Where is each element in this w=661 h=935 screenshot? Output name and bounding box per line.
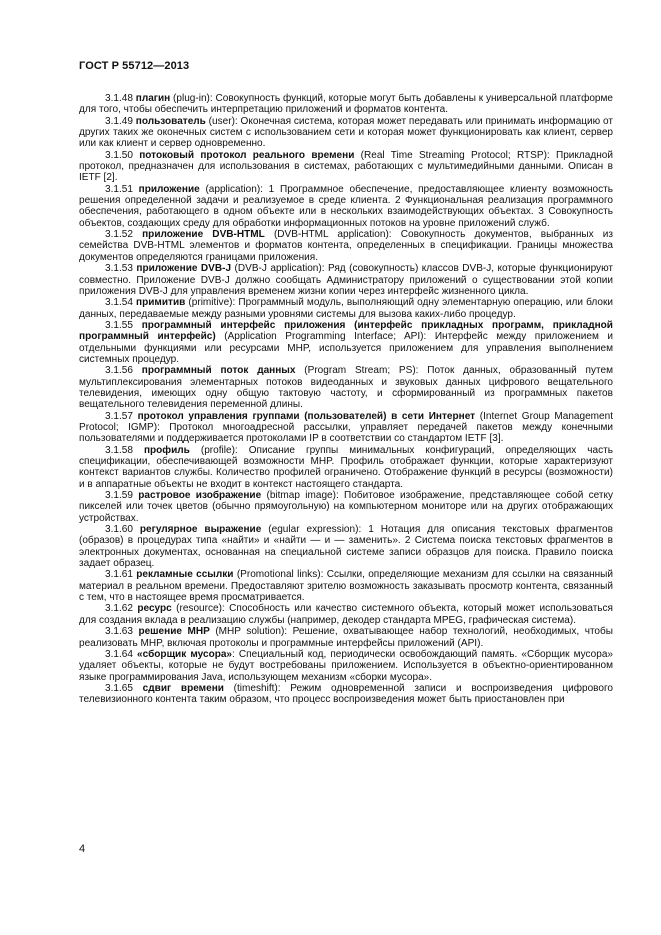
entry-text: (DVB-J application): Ряд (совокупность) классов DVB-J, которые функционируют совместно. Приложение DVB-J должно сообщать Администратору приложений о существовании этой копии приложения DVB-J для управления временем жизни копии через интерфейс жизненного цикла. [79, 263, 614, 297]
entry-number: 3.1.56 [105, 365, 133, 377]
entry-text: (resource): Способность или качество системного объекта, который может использоваться для создания вклада в реализацию службы (например, декодер стандарта MPEG, графическая система). [79, 603, 614, 626]
entry-term: приложение DVB-J [136, 263, 232, 275]
entry-term: примитив [136, 297, 186, 309]
entry-text: (Program Stream; PS): Поток данных, образованный путем мультиплексирования элементарных потоков видеоданных и звуковых данных цифрового вещательного телевидения, имеющих одну общую тактовую частоту, и сформированный из программных пакетов вещательного телевидения переменной длины. [79, 365, 614, 411]
entry-text: (Real Time Streaming Protocol; RTSP): Прикладной протокол, предназначен для использования в системах, работающих с мультимедийными данными. Описан в IETF [2]. [79, 149, 613, 184]
entry-term: программный интерфейс приложения (интерфейс прикладных программ, прикладной программный интерфейс) [79, 319, 613, 343]
definition-entry [79, 93, 613, 116]
entry-number: 3.1.62 [105, 603, 133, 615]
definition-entry [79, 683, 613, 706]
entry-number: 3.1.53 [105, 263, 133, 275]
definition-entry [79, 649, 613, 683]
entry-number: 3.1.61 [105, 569, 133, 581]
entry-term: сдвиг времени [142, 682, 224, 694]
entry-text: (DVB-HTML application): Совокупность документов, выбранных из семейства DVB-HTML элементов и форматов контента, определенных в спецификации. Границы множества документов определяются границами приложения. [79, 229, 614, 263]
page-number: 4 [79, 843, 86, 855]
definition-entry [79, 365, 613, 410]
entry-number: 3.1.55 [105, 319, 133, 331]
definition-entry [79, 490, 613, 524]
entry-text: (Application Programming Interface; API): Интерфейс между приложением и отдельными функциями или ресурсами MHP, используется приложением для управления выполнением системных процедур. [79, 331, 613, 365]
entry-text: (user): Оконечная система, которая может передавать или принимать информацию от других таких же оконечных систем с использованием сети и которая может функционировать как клиент, сервер или как клиент и сервер одновременно. [79, 115, 613, 150]
entry-term: ресурс [137, 603, 172, 615]
definition-entry [79, 229, 613, 263]
entry-text: (MHP solution): Решение, охватывающее набор технологий, необходимых, чтобы реализовать MHP, включая протоколы и программные интерфейсы приложений (API). [79, 626, 613, 649]
definition-entry [79, 626, 613, 649]
entry-number: 3.1.59 [105, 490, 133, 502]
definition-entry [79, 116, 613, 150]
definition-entry [79, 445, 613, 490]
entry-text: (profile): Описание группы минимальных конфигураций, определяющих часть спецификации, обеспечивающей возможности MHP. Профиль отображает функции, которые характеризуют контекст вариантов службы. Количество профилей ограничено. Отображение функций в ресурсы (возможности) и в аппаратные объекты не входит в контекст настоящего стандарта. [79, 444, 613, 490]
entry-number: 3.1.50 [105, 149, 133, 161]
entry-text: (bitmap image): Побитовое изображение, представляющее собой сетку пикселей или точек цветов (обычно прямоугольную) на компьютерном мониторе или на других отображающих устройствах. [79, 490, 613, 524]
entry-number: 3.1.65 [105, 682, 133, 694]
definition-entry [79, 603, 613, 626]
definitions-body [79, 93, 613, 706]
entry-number: 3.1.64 [105, 648, 133, 660]
entry-term: программный поток данных [141, 365, 296, 377]
entry-number: 3.1.57 [105, 410, 133, 422]
entry-number: 3.1.54 [105, 297, 133, 309]
entry-number: 3.1.48 [105, 93, 133, 104]
entry-number: 3.1.60 [105, 524, 133, 536]
definition-entry [79, 150, 613, 184]
entry-term: профиль [143, 444, 190, 456]
entry-term: рекламные ссылки [136, 569, 234, 581]
definition-entry [79, 524, 613, 569]
standard-header: ГОСТ Р 55712—2013 [79, 60, 190, 72]
definition-entry [79, 184, 613, 229]
entry-term: «сборщик мусора» [137, 648, 233, 660]
entry-text: (application): 1 Программное обеспечение, предоставляющее клиенту возможность решения определенной задачи и реализуемое в среде клиента. 2 Функциональная реализация программного обеспечения, работающего в одном объекте или в нескольких взаимодействующих объектах. 3 Совокупность объектов, создающих среду для обработки информационных потоков на уровне приложений служб. [79, 183, 614, 229]
entry-text: (Promotional links): Ссылки, определяющие механизм для ссылки на связанный материал в реальном времени. Предоставляют зрителю возможность заказывать просмотр контента, связанный с тем, что в настоящее время просматривается. [79, 569, 613, 604]
entry-number: 3.1.58 [105, 444, 133, 456]
definition-entry [79, 411, 613, 445]
entry-number: 3.1.49 [105, 115, 133, 127]
entry-number: 3.1.52 [105, 229, 133, 241]
entry-text: (plug-in): Совокупность функций, которые могут быть добавлены к универсальной платформе для того, чтобы обеспечить интерпретацию приложений и форматов контента. [79, 93, 614, 116]
entry-term: приложение DVB-HTML [142, 229, 265, 241]
entry-term: потоковый протокол реального времени [139, 149, 355, 161]
entry-term: пользователь [135, 115, 206, 127]
definition-entry [79, 569, 613, 603]
entry-text: (Internet Group Management Protocol; IGMP): Протокол многоадресной рассылки, управляет передачей пакетов между конечными пользователями и поддерживается протоколами IP в соответствии со стандартом IETF [3]. [79, 410, 614, 445]
entry-term: плагин [135, 93, 171, 104]
definition-entry [79, 297, 613, 320]
definition-entry [79, 320, 613, 365]
entry-number: 3.1.63 [105, 626, 133, 638]
definition-entry [79, 263, 613, 297]
entry-term: приложение [138, 183, 200, 195]
entry-term: решение MHP [138, 626, 210, 638]
entry-term: протокол управления группами (пользователей) в сети Интернет [137, 410, 476, 422]
entry-text: (timeshift): Режим одновременной записи и воспроизведения цифрового телевизионного контента таким образом, что процесс воспроизведения может быть приостановлен при [79, 682, 614, 706]
entry-term: растровое изображение [138, 490, 262, 502]
entry-text: : Специальный код, периодически освобождающий память. «Сборщик мусора» удаляет объекты, которые не будут востребованы приложением. Используется в объектно-ориентированном языке программирования Java, использующем механизм «сборки мусора». [79, 648, 613, 683]
entry-term: регулярное выражение [139, 524, 262, 536]
entry-text: (egular expression): 1 Нотация для описания текстовых фрагментов (образов) в процедурах типа «найти» и «найти — и — заменить». 2 Система поиска текстовых фрагментов в электронных документах, основанная на специальной системе записи образцов для поиска. Правило поиска задает образец. [79, 524, 613, 570]
entry-number: 3.1.51 [105, 183, 133, 195]
entry-text: (primitive): Программный модуль, выполняющий одну элементарную операцию, или блоки данных, передаваемые между разными уровнями системы для вызова каких-либо процедур. [79, 297, 613, 320]
